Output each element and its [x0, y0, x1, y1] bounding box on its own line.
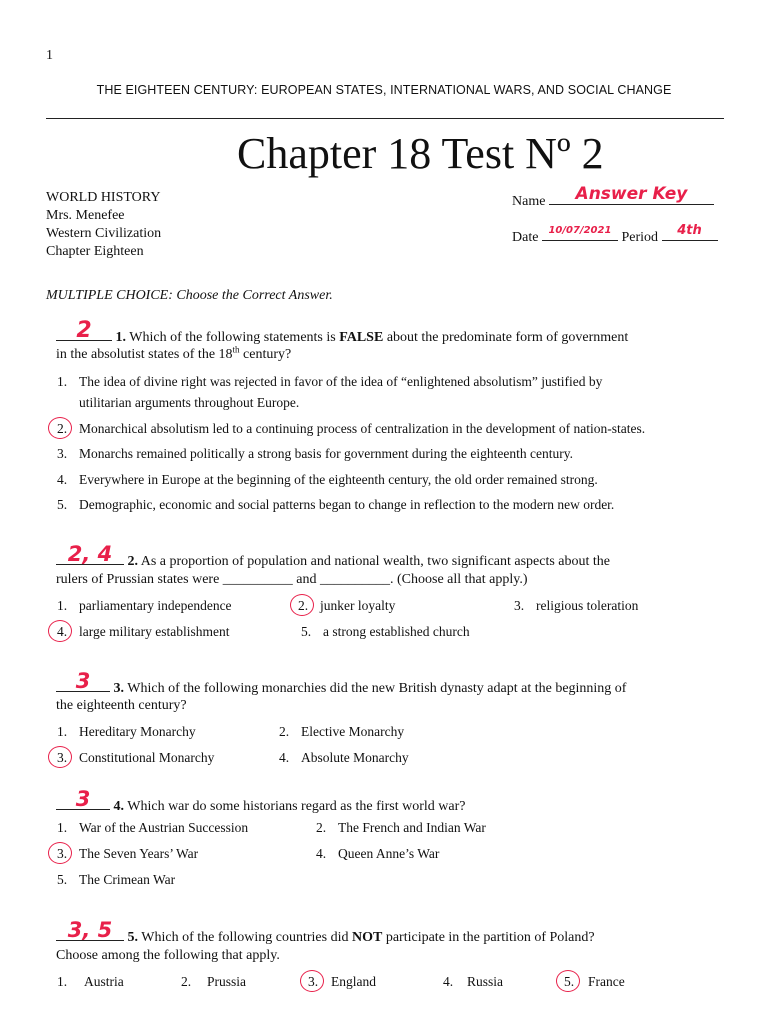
q1-opt5-num: 5. [57, 497, 68, 512]
q5-opt5[interactable]: France [588, 974, 625, 989]
q1-bold: FALSE [339, 330, 384, 345]
question-3 [56, 669, 627, 697]
q2-answer-circle-b [48, 620, 72, 642]
q5-answer-circle-a [300, 970, 324, 992]
q3-opt3[interactable]: Constitutional Monarchy [79, 750, 215, 765]
q3-opt2[interactable]: Elective Monarchy [301, 724, 405, 739]
q4-text: Which war do some historians regard as the first world war? [127, 799, 466, 814]
q2-opt1[interactable]: parliamentary independence [79, 598, 232, 613]
q1-opt2-num: 2. [57, 421, 68, 436]
q5-bold: NOT [351, 930, 383, 945]
q1-opt1-num: 1. [57, 374, 68, 389]
q2-line2: rulers of Prussian states were __________ and __________. (Choose all that apply.) [56, 572, 528, 587]
q4-answer-circle [48, 842, 72, 864]
q5-opt4-num: 4. [443, 974, 454, 989]
q5-opt2[interactable]: Prussia [207, 974, 247, 989]
info-course: WORLD HISTORY [46, 190, 161, 205]
q3-opt2-num: 2. [279, 724, 290, 739]
q3-opt1[interactable]: Hereditary Monarchy [79, 724, 196, 739]
date-value: 10/07/2021 [548, 225, 612, 236]
q1-opt4-num: 4. [57, 472, 68, 487]
q1-opt1[interactable]: The idea of divine right was rejected in favor of the idea of “enlightened absolutism” justified by [79, 374, 603, 389]
q2-opt5-num: 5. [301, 624, 312, 639]
q1-opt4[interactable]: Everywhere in Europe at the beginning of the eighteenth century, the old order remained strong. [79, 472, 598, 487]
q1-opt3[interactable]: Monarchs remained politically a strong basis for government during the eighteenth century. [79, 446, 573, 461]
q3-text: Which of the following monarchies did the new British dynasty adapt at the beginning of [127, 681, 627, 696]
q5-opt3-num: 3. [308, 974, 319, 989]
q1-answer-blank[interactable] [56, 318, 112, 343]
header-divider [46, 118, 724, 119]
q2-answer: 2, 4 [67, 542, 113, 566]
question-1 [56, 318, 629, 346]
q2-opt4-num: 4. [57, 624, 68, 639]
q4-opt5-num: 5. [57, 872, 68, 887]
page-number: 1 [46, 48, 53, 63]
name-row [512, 184, 714, 210]
q4-answer: 3 [75, 787, 91, 811]
q5-line2: Choose among the following that apply. [56, 948, 280, 963]
period-label: Period [621, 230, 658, 245]
q4-opt2[interactable]: The French and Indian War [338, 820, 486, 835]
page-title: Chapter 18 Test Nº 2 [237, 129, 604, 178]
q5-opt3[interactable]: England [331, 974, 376, 989]
name-label: Name [512, 194, 546, 209]
date-field[interactable] [542, 225, 618, 241]
q4-opt4-num: 4. [316, 846, 327, 861]
q5-opt1[interactable]: Austria [84, 974, 124, 989]
q1-answer-circle [48, 417, 72, 439]
q2-opt5[interactable]: a strong established church [323, 624, 470, 639]
q4-opt3-num: 3. [57, 846, 68, 861]
q4-opt4[interactable]: Queen Anne’s War [338, 846, 440, 861]
q2-text: As a proportion of population and national wealth, two significant aspects about the [140, 554, 611, 569]
q4-answer-blank[interactable] [56, 787, 110, 811]
name-value: Answer Key [575, 184, 688, 204]
q1-number: 1. [115, 330, 126, 345]
q1-opt5[interactable]: Demographic, economic and social patterns began to change in reflection to the modern new order. [79, 497, 615, 512]
q3-number: 3. [113, 681, 124, 696]
q3-opt3-num: 3. [57, 750, 68, 765]
info-chapter: Chapter Eighteen [46, 244, 144, 259]
q4-opt3[interactable]: The Seven Years’ War [79, 846, 199, 861]
q2-opt4[interactable]: large military establishment [79, 624, 230, 639]
q2-number: 2. [127, 554, 138, 569]
q5-number: 5. [127, 930, 138, 945]
q1-opt2[interactable]: Monarchical absolutism led to a continuing process of centralization in the development of nation-states. [79, 421, 646, 436]
q3-opt4-num: 4. [279, 750, 290, 765]
q2-answer-blank[interactable] [56, 542, 124, 566]
q1-line2-a: in the absolutist states of the 18 [56, 347, 233, 362]
q4-opt2-num: 2. [316, 820, 327, 835]
q2-opt1-num: 1. [57, 598, 68, 613]
q5-answer-blank[interactable] [56, 918, 124, 942]
q2-opt3[interactable]: religious toleration [536, 598, 639, 613]
q4-number: 4. [113, 799, 124, 814]
q1-opt3-num: 3. [57, 446, 68, 461]
question-2 [56, 542, 611, 570]
question-4 [56, 787, 466, 815]
q2-answer-circle-a [290, 594, 314, 616]
q5-opt2-num: 2. [181, 974, 192, 989]
date-row [512, 225, 718, 246]
q1-opt1-cont: utilitarian arguments throughout Europe. [79, 395, 300, 410]
q4-opt5[interactable]: The Crimean War [79, 872, 176, 887]
date-label: Date [512, 230, 539, 245]
q3-answer: 3 [75, 669, 91, 693]
q1-line2-b: century? [243, 347, 292, 362]
q3-opt4[interactable]: Absolute Monarchy [301, 750, 409, 765]
period-field[interactable] [662, 225, 718, 241]
q5-opt5-num: 5. [564, 974, 575, 989]
q3-answer-circle [48, 746, 72, 768]
period-value: 4th [677, 223, 702, 238]
q1-line2 [56, 346, 291, 363]
q2-opt2[interactable]: junker loyalty [320, 598, 396, 613]
q5-opt1-num: 1. [57, 974, 68, 989]
q1-sup: th [232, 344, 240, 355]
q3-answer-blank[interactable] [56, 669, 110, 693]
q1-text-a: Which of the following statements is [129, 330, 336, 345]
q1-text-b: about the predominate form of government [386, 330, 629, 345]
q4-opt1-num: 1. [57, 820, 68, 835]
q3-line2: the eighteenth century? [56, 698, 187, 713]
info-class: Western Civilization [46, 226, 162, 241]
instructions: MULTIPLE CHOICE: Choose the Correct Answer. [46, 288, 333, 303]
q5-answer-circle-b [556, 970, 580, 992]
q3-opt1-num: 1. [57, 724, 68, 739]
header-line: THE EIGHTEEN CENTURY: EUROPEAN STATES, INTERNATIONAL WARS, AND SOCIAL CHANGE [96, 83, 672, 97]
q4-opt1[interactable]: War of the Austrian Succession [79, 820, 249, 835]
q2-opt2-num: 2. [298, 598, 309, 613]
question-5 [56, 918, 595, 946]
name-field[interactable] [549, 184, 714, 205]
q5-answer: 3, 5 [67, 918, 113, 942]
q5-opt4[interactable]: Russia [467, 974, 504, 989]
q1-answer: 2 [76, 318, 92, 343]
q5-text-b: participate in the partition of Poland? [385, 930, 595, 945]
q2-opt3-num: 3. [514, 598, 525, 613]
q5-text-a: Which of the following countries did [141, 930, 349, 945]
info-teacher: Mrs. Menefee [46, 208, 125, 223]
